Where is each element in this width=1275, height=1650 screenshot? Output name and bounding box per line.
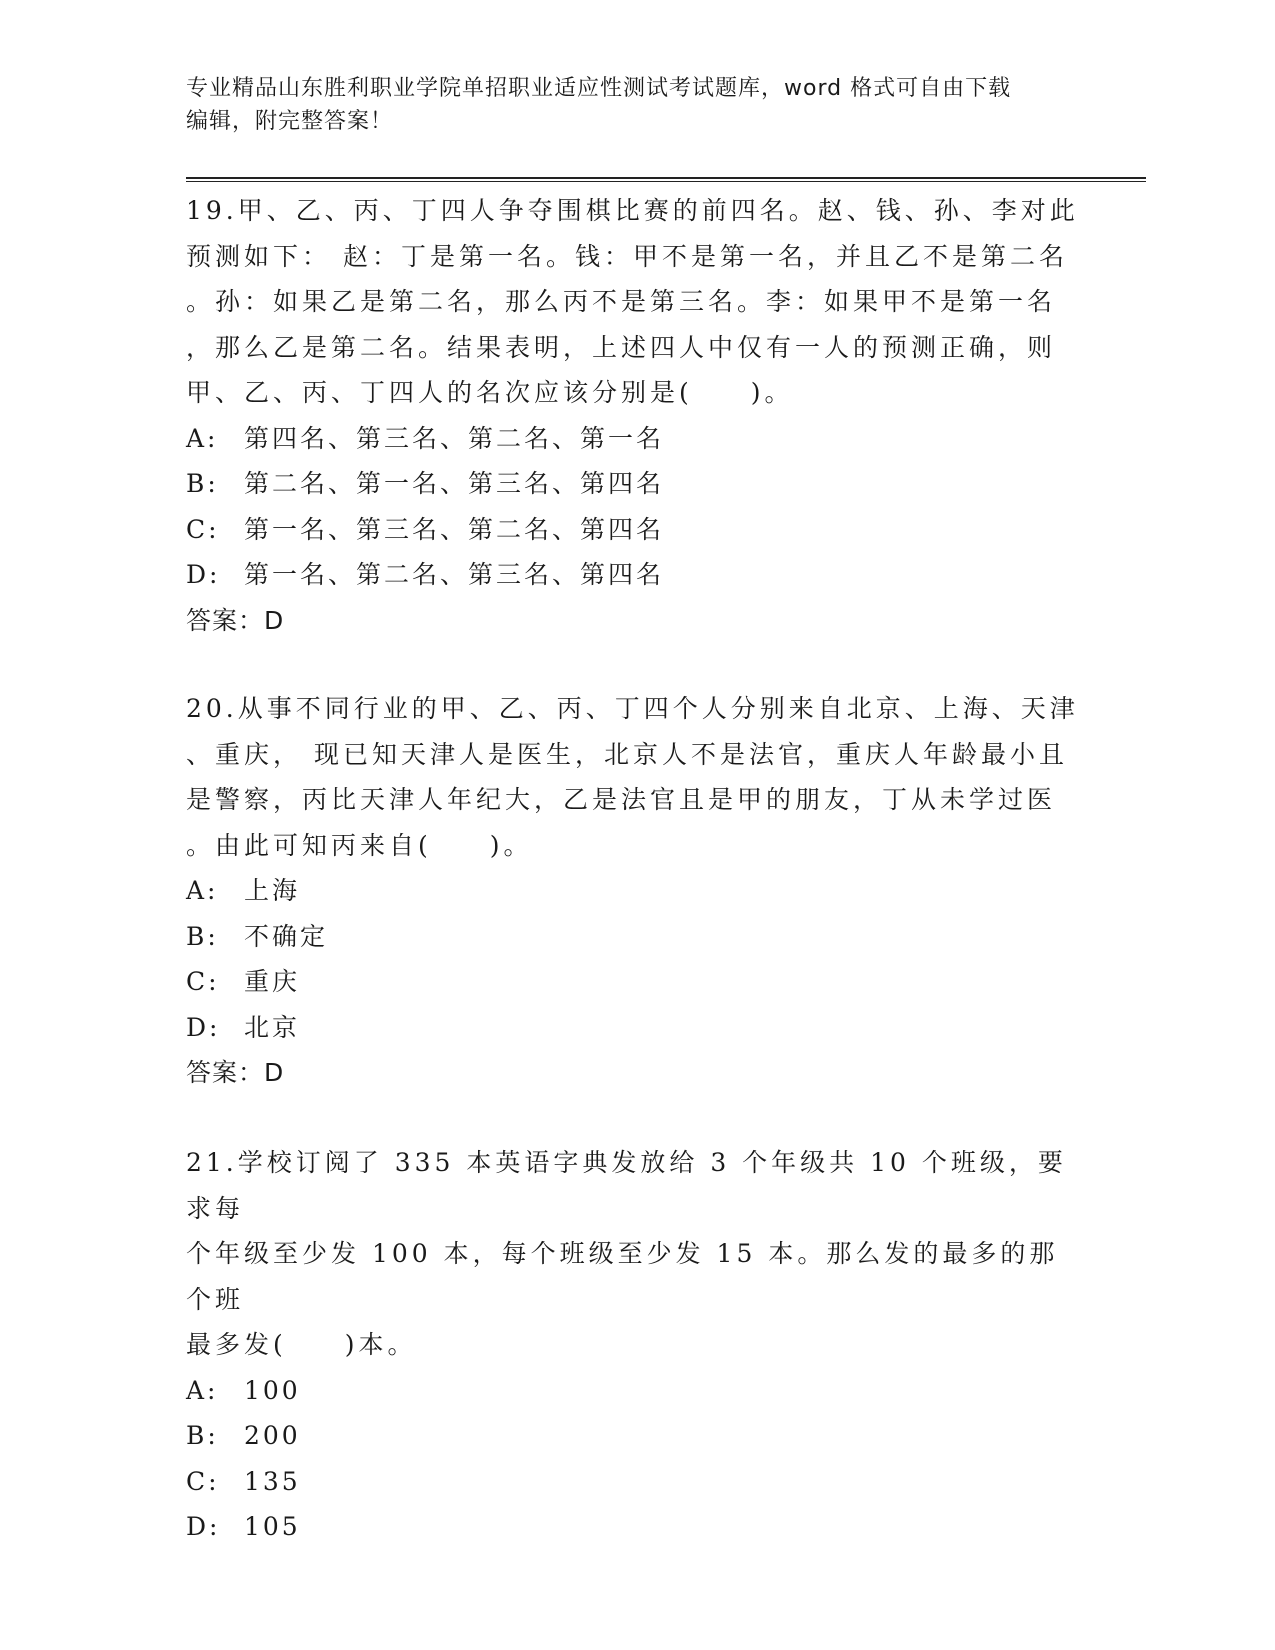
- option-text: 重庆: [244, 967, 301, 996]
- option-text: 100: [244, 1375, 301, 1405]
- option-a: [186, 1368, 1086, 1414]
- stem-line: 最多发( )本。: [186, 1330, 417, 1359]
- option-list: [186, 416, 1086, 598]
- option-text: 第一名、第二名、第三名、第四名: [244, 560, 665, 589]
- stem-line: 是警察，丙比天津人年纪大，乙是法官且是甲的朋友，丁从未学过医: [186, 785, 1057, 814]
- stem-line: 、重庆， 现已知天津人是医生，北京人不是法官，重庆人年龄最小且: [186, 739, 1068, 769]
- option-letter: A:: [186, 423, 219, 453]
- option-letter: D:: [186, 560, 221, 589]
- stem-line: 。孙：如果乙是第二名，那么丙不是第三名。李：如果甲不是第一名: [186, 287, 1057, 316]
- answer-label: 答案：D: [186, 605, 285, 635]
- stem-line: 19.甲、乙、丙、丁四人争夺围棋比赛的前四名。赵、钱、孙、李对此: [186, 196, 1079, 225]
- question-stem: [186, 686, 1086, 868]
- stem-line: 。由此可知丙来自( )。: [186, 830, 533, 860]
- option-text: 第二名、第一名、第三名、第四名: [244, 469, 665, 498]
- option-text: 105: [244, 1512, 301, 1541]
- option-b: [186, 1413, 1086, 1459]
- option-text: 第一名、第三名、第二名、第四名: [244, 514, 665, 544]
- option-letter: A:: [186, 1375, 219, 1405]
- option-d: [186, 1005, 1086, 1051]
- option-text: 第四名、第三名、第二名、第一名: [244, 423, 665, 453]
- header-line-2: 编辑，附完整答案！: [186, 109, 394, 134]
- option-b: [186, 914, 1086, 960]
- option-letter: D:: [186, 1012, 221, 1042]
- question-stem: [186, 188, 1086, 416]
- stem-line: 甲、乙、丙、丁四人的名次应该分别是( )。: [186, 378, 794, 407]
- stem-line: 预测如下： 赵：丁是第一名。钱：甲不是第一名，并且乙不是第二名: [186, 241, 1068, 271]
- option-list: [186, 1368, 1086, 1550]
- stem-line: 20.从事不同行业的甲、乙、丙、丁四个人分别来自北京、上海、天津: [186, 694, 1079, 723]
- option-a: [186, 868, 1086, 914]
- option-list: [186, 868, 1086, 1050]
- stem-line: 21.学校订阅了 335 本英语字典发放给 3 个年级共 10 个班级，要求每: [186, 1148, 1067, 1223]
- header-line-1: 专业精品山东胜利职业学院单招职业适应性测试考试题库，word 格式可自由下载: [186, 76, 1012, 101]
- option-c: [186, 1459, 1086, 1505]
- option-text: 北京: [244, 1012, 301, 1042]
- question-stem: [186, 1140, 1086, 1368]
- page-header: [186, 72, 1066, 138]
- option-letter: C:: [186, 514, 220, 544]
- option-text: 135: [244, 1466, 301, 1496]
- option-letter: D:: [186, 1512, 221, 1541]
- option-d: [186, 552, 1086, 598]
- question-21: [186, 1140, 1086, 1550]
- option-letter: B:: [186, 921, 219, 951]
- option-letter: C:: [186, 1466, 220, 1496]
- answer-label: 答案：D: [186, 1058, 285, 1087]
- option-a: [186, 416, 1086, 462]
- option-letter: B:: [186, 469, 219, 498]
- option-text: 上海: [244, 876, 301, 905]
- question-20: [186, 686, 1086, 1095]
- header-divider: [186, 177, 1146, 182]
- option-letter: A:: [186, 876, 219, 905]
- option-letter: B:: [186, 1421, 219, 1450]
- option-text: 200: [244, 1421, 301, 1450]
- stem-line: ，那么乙是第二名。结果表明，上述四人中仅有一人的预测正确，则: [186, 332, 1057, 362]
- option-letter: C:: [186, 967, 220, 996]
- option-d: [186, 1504, 1086, 1550]
- option-b: [186, 461, 1086, 507]
- stem-line: 个年级至少发 100 本，每个班级至少发 15 本。那么发的最多的那个班: [186, 1239, 1059, 1314]
- question-19: [186, 188, 1086, 643]
- option-c: [186, 507, 1086, 553]
- option-text: 不确定: [244, 921, 329, 951]
- option-c: [186, 959, 1086, 1005]
